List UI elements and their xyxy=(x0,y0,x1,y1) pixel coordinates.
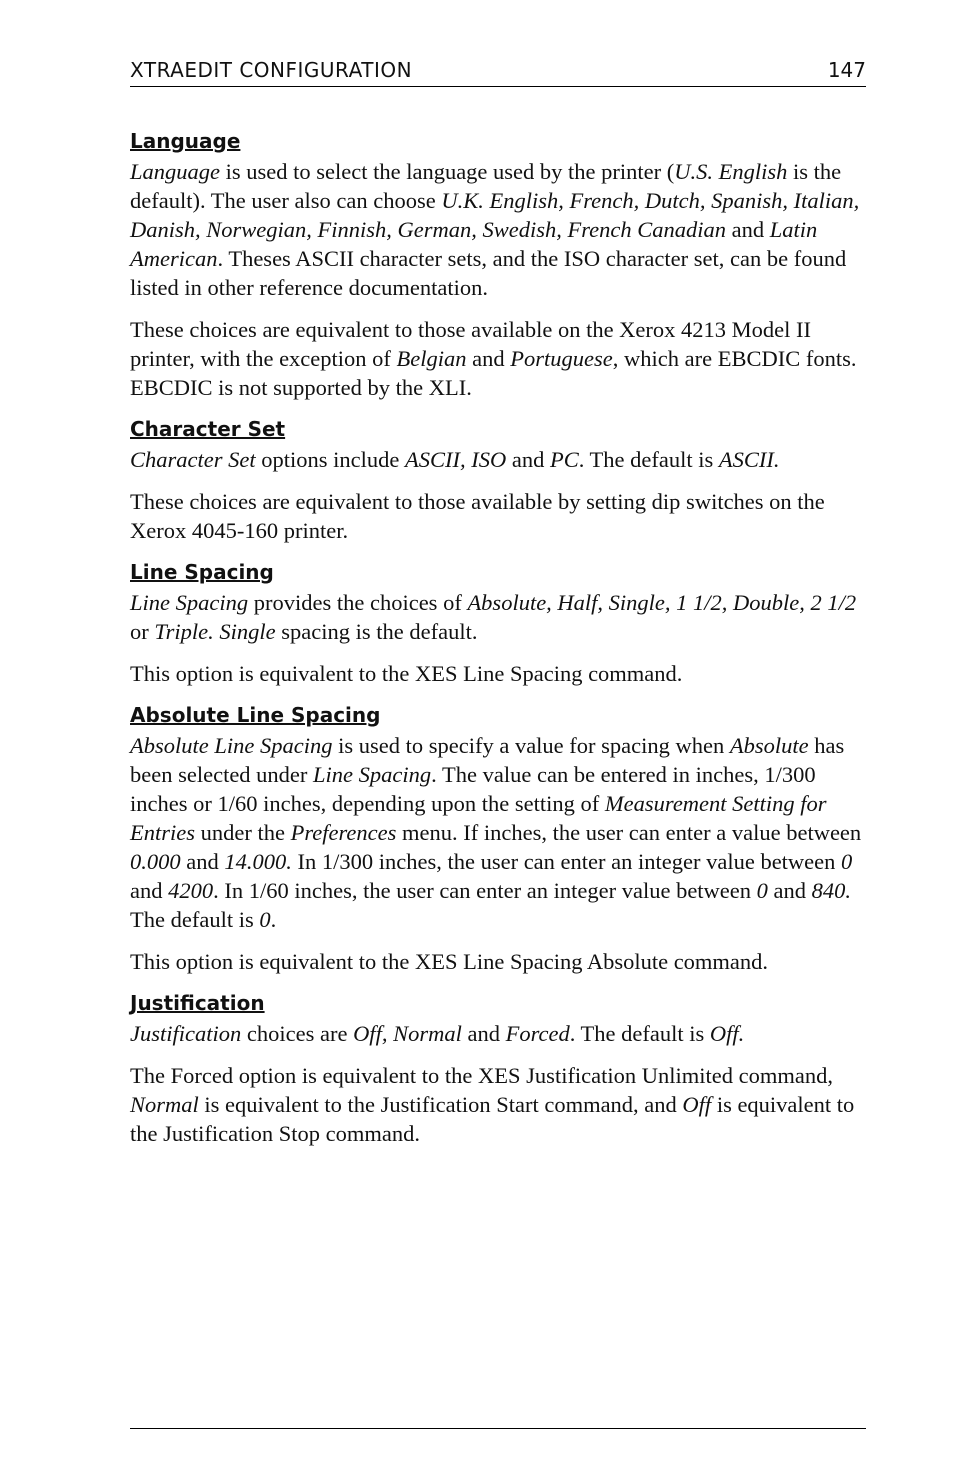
paragraph: These choices are equivalent to those available on the Xerox 4213 Model II printer, with the exception of Belgian and Portuguese, which are EBCDIC fonts. EBCDIC is not supported by the XLI. xyxy=(130,317,857,400)
section-line-spacing xyxy=(130,558,866,688)
section-character-set xyxy=(130,415,866,545)
paragraph: These choices are equivalent to those available by setting dip switches on the Xerox 4045-160 printer. xyxy=(130,489,825,543)
paragraph: The Forced option is equivalent to the XES Justification Unlimited command, Normal is equivalent to the Justification Start command, and Off is equivalent to the Justification Stop command. xyxy=(130,1063,855,1146)
page-header xyxy=(130,56,866,87)
section-heading: Line Spacing xyxy=(130,560,274,584)
paragraph: Character Set options include ASCII, ISO and PC. The default is ASCII. xyxy=(130,447,780,472)
section-heading: Absolute Line Spacing xyxy=(130,703,381,727)
header-title: XTRAEDIT CONFIGURATION xyxy=(130,58,413,82)
paragraph: Absolute Line Spacing is used to specify a value for spacing when Absolute has been selected under Line Spacing. The value can be entered in inches, 1/300 inches or 1/60 inches, depending upon the setting of Measurement Setting for Entries under the Preferences menu. If inches, the user can enter a value between 0.000 and 14.000. In 1/300 inches, the user can enter an integer value between 0 and 4200. In 1/60 inches, the user can enter an integer value between 0 and 840. The default is 0. xyxy=(130,733,862,932)
section-justification xyxy=(130,989,866,1148)
paragraph: This option is equivalent to the XES Line Spacing Absolute command. xyxy=(130,949,769,974)
section-language xyxy=(130,127,866,402)
section-heading: Justification xyxy=(130,991,265,1015)
section-heading: Character Set xyxy=(130,417,286,441)
page-number: 147 xyxy=(827,58,866,82)
footer-rule xyxy=(130,1428,866,1429)
section-heading: Language xyxy=(130,129,241,153)
content xyxy=(130,127,866,1161)
paragraph: Line Spacing provides the choices of Absolute, Half, Single, 1 1/2, Double, 2 1/2 or Triple. Single spacing is the default. xyxy=(130,590,857,644)
paragraph: Language is used to select the language used by the printer (U.S. English is the default). The user also can choose U.K. English, French, Dutch, Spanish, Italian, Danish, Norwegian, Finnish, German, Swedish, French Canadian and Latin American. Theses ASCII character sets, and the ISO character set, can be found listed in other reference documentation. xyxy=(130,159,860,300)
section-absolute-line-spacing xyxy=(130,701,866,976)
paragraph: This option is equivalent to the XES Line Spacing command. xyxy=(130,661,683,686)
paragraph: Justification choices are Off, Normal and Forced. The default is Off. xyxy=(130,1021,745,1046)
